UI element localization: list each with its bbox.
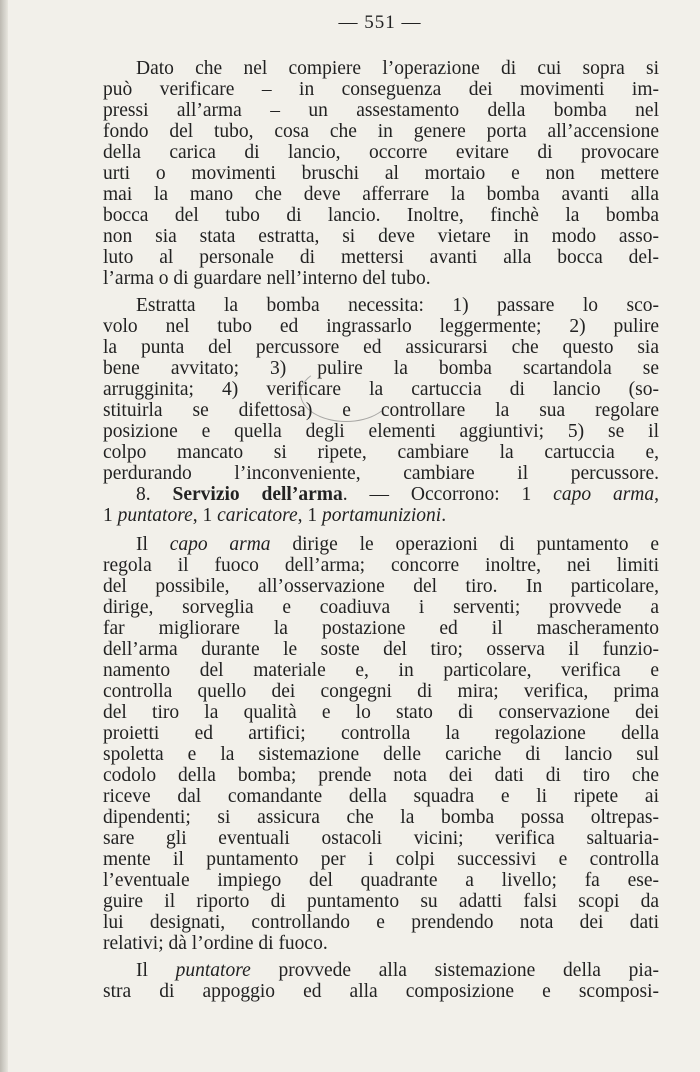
text-line: relativi; dà l’ordine di fuoco. <box>103 933 328 954</box>
text-line: posizione e quella degli elementi aggiuntivi; 5) se il <box>103 421 659 442</box>
text-line: colpo mancato si ripete, cambiare la cartuccia e, <box>103 442 659 463</box>
text-line: namento del materiale e, in particolare, verifica e <box>103 660 659 681</box>
text-line <box>103 534 659 555</box>
page-number: — 551 — <box>338 12 422 33</box>
text-line: regola il fuoco dell’arma; concorre inoltre, nei limiti <box>103 555 659 576</box>
text-line: controlla quello dei congegni di mira; verifica, prima <box>103 681 659 702</box>
body-text <box>103 58 659 1002</box>
text-segment: Il <box>136 960 176 981</box>
text-line: codolo della bomba; prende nota dei dati di tiro che <box>103 765 659 786</box>
paragraph <box>103 58 659 289</box>
text-segment: . — Occorrono: 1 <box>342 484 554 505</box>
text-line: non sia stata estratta, si deve vietare in modo asso- <box>103 226 659 247</box>
text-line: stituirla se difettosa) e controllare la sua regolare <box>103 400 659 421</box>
text-line: del tiro la qualità e lo stato di conservazione dei <box>103 702 659 723</box>
text-line: del possibile, all’osservazione del tiro. In particolare, <box>103 576 659 597</box>
text-line: può verificare – in conseguenza dei movimenti im- <box>103 79 659 100</box>
page-edge-shadow <box>0 0 8 1072</box>
paragraph <box>103 295 659 484</box>
text-line: della carica di lancio, occorre evitare di provocare <box>103 142 659 163</box>
text-segment: 1 <box>103 505 118 526</box>
paragraph <box>103 960 659 1002</box>
text-line: la punta del percussore ed assicurarsi che questo sia <box>103 337 659 358</box>
text-line: mai la mano che deve afferrare la bomba avanti alla <box>103 184 659 205</box>
text-line: Estratta la bomba necessita: 1) passare lo sco- <box>136 295 659 316</box>
text-segment: Il <box>136 534 170 555</box>
bold-heading: Servizio dell’arma <box>172 484 343 505</box>
text-line: bocca del tubo di lancio. Inoltre, finchè la bomba <box>103 205 659 226</box>
text-segment: dirige le operazioni di puntamento e <box>270 534 659 555</box>
text-segment: 8. <box>136 484 173 505</box>
text-line: stra di appoggio ed alla composizione e scomposi- <box>103 981 659 1002</box>
paragraph <box>103 484 659 526</box>
text-line: perdurando l’inconveniente, cambiare il percussore. <box>103 463 659 484</box>
text-line: mente il puntamento per i colpi successivi e controlla <box>103 849 659 870</box>
text-line: dipendenti; si assicura che la bomba possa oltrepas- <box>103 807 659 828</box>
italic-term: puntatore <box>117 505 193 526</box>
text-segment: , 1 <box>297 505 322 526</box>
text-line: fondo del tubo, cosa che in genere porta all’accensione <box>103 121 659 142</box>
text-line: pressi all’arma – un assestamento della bomba nel <box>103 100 659 121</box>
text-line: urti o movimenti bruschi al mortaio e non mettere <box>103 163 659 184</box>
text-line <box>103 505 659 526</box>
text-line: l’eventuale impiego del quadrante a livello; fa ese- <box>103 870 659 891</box>
text-segment: , 1 <box>192 505 218 526</box>
text-line: lui designati, controllando e prendendo nota dei dati <box>103 912 659 933</box>
text-line: arrugginita; 4) verificare la cartuccia di lancio (so- <box>103 379 659 400</box>
text-line: riceve dal comandante della squadra e li ripete ai <box>103 786 659 807</box>
text-line <box>103 960 659 981</box>
italic-term: puntatore <box>175 960 251 981</box>
italic-term: caricatore <box>217 505 298 526</box>
italic-term: capo arma <box>553 484 655 505</box>
text-line: volo nel tubo ed ingrassarlo leggermente; 2) pulire <box>103 316 659 337</box>
text-line: proietti ed artifici; controlla la regolazione della <box>103 723 659 744</box>
text-line: dirige, sorveglia e coadiuva i serventi; provvede a <box>103 597 659 618</box>
italic-term: capo arma <box>169 534 271 555</box>
text-line <box>103 484 659 505</box>
text-line: spoletta e la sistemazione delle cariche di lancio sul <box>103 744 659 765</box>
text-line: Dato che nel compiere l’operazione di cui sopra si <box>136 58 659 79</box>
text-line: l’arma o di guardare nell’interno del tubo. <box>103 268 431 289</box>
text-line: luto al personale di mettersi avanti alla bocca del- <box>103 247 659 268</box>
text-segment: . <box>441 505 447 526</box>
text-segment: provvede alla sistemazione della pia- <box>250 960 659 981</box>
paragraph <box>103 534 659 954</box>
italic-term: portamunizioni <box>322 505 442 526</box>
text-line: far migliorare la postazione ed il mascheramento <box>103 618 659 639</box>
text-line: bene avvitato; 3) pulire la bomba scartandola se <box>103 358 659 379</box>
text-segment: , <box>654 484 659 505</box>
text-line: sare gli eventuali ostacoli vicini; verifica saltuaria- <box>103 828 659 849</box>
text-line: guire il riporto di puntamento su adatti falsi scopi da <box>103 891 659 912</box>
text-line: dell’arma durante le soste del tiro; osserva il funzio- <box>103 639 659 660</box>
